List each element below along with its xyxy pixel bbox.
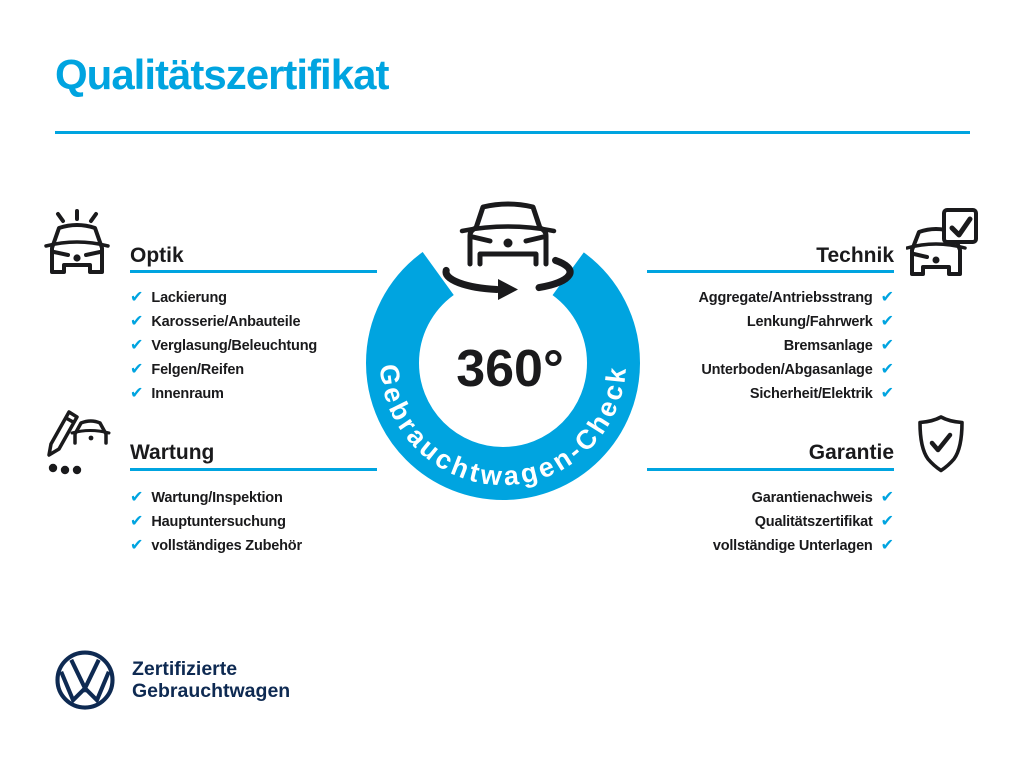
list-item-label: Garantienachweis [751,490,873,506]
car-service-icon [42,408,112,480]
list-item-label: Qualitätszertifikat [754,514,873,530]
section-title-garantie: Garantie [808,441,894,464]
ring-curved-label: Gebrauchtwagen-Check [373,362,633,492]
check-icon: ✔ [880,489,894,506]
list-item-label: Wartung/Inspektion [151,490,283,506]
car-shine-icon [42,206,112,280]
check-icon: ✔ [130,489,144,506]
list-item-label: vollständiges Zubehör [151,538,302,554]
check-icon: ✔ [880,537,894,554]
section-title-wartung: Wartung [130,441,215,464]
car-checklist-icon [906,206,978,282]
list-item-label: Verglasung/Beleuchtung [151,338,318,354]
brand-line-1: Zertifizierte [132,658,238,680]
check-icon: ✔ [130,313,144,330]
check-icon: ✔ [880,337,894,354]
brand-line-2: Gebrauchtwagen [132,680,291,702]
list-item [130,534,440,558]
list-item-label: Hauptuntersuchung [151,514,286,530]
vw-logo [52,647,118,713]
list-item-label: Aggregate/Antriebsstrang [698,290,873,306]
check-icon: ✔ [130,385,144,402]
list-item-label: Bremsanlage [783,338,873,354]
list-item-label: Innenraum [151,386,224,402]
check-icon: ✔ [130,513,144,530]
list-item [547,534,894,558]
list-item-label: Lackierung [151,290,227,306]
degree-label: 360° [456,340,564,398]
section-divider-garantie [647,468,894,471]
list-item-label: Unterboden/Abgasanlage [701,362,873,378]
list-item-label: Sicherheit/Elektrik [749,386,873,402]
section-title-technik: Technik [816,244,894,267]
brand-wordmark [132,658,290,702]
page-title: Qualitätszertifikat [55,51,389,98]
title-divider [55,131,970,134]
check-icon: ✔ [880,313,894,330]
list-item-label: Felgen/Reifen [151,362,244,378]
check-icon: ✔ [130,289,144,306]
car-360-icon [446,204,570,300]
check-icon: ✔ [880,289,894,306]
section-divider-technik [647,270,894,273]
list-item-label: vollständige Unterlagen [712,538,873,554]
360-check-badge [340,190,680,525]
check-icon: ✔ [880,513,894,530]
check-icon: ✔ [130,337,144,354]
section-title-optik: Optik [130,244,184,267]
check-icon: ✔ [880,385,894,402]
list-item-label: Lenkung/Fahrwerk [746,314,873,330]
check-icon: ✔ [130,537,144,554]
list-item-label: Karosserie/Anbauteile [151,314,301,330]
shield-check-icon [916,414,966,474]
check-icon: ✔ [880,361,894,378]
check-icon: ✔ [130,361,144,378]
